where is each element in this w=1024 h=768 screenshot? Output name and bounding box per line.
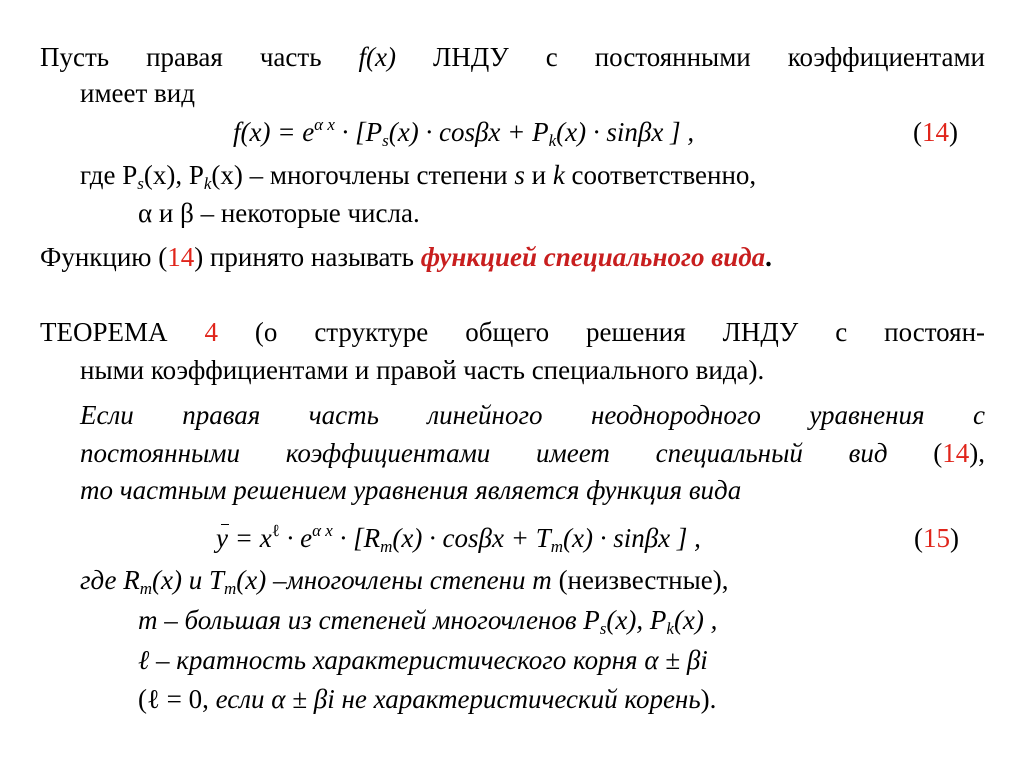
- statement-line-3: то частным решением уравнения является функция вида: [80, 475, 742, 505]
- where2-line-1: где $R_m(x)$ и $T_m(x)$ –многочлены степени m (неизвестные),: [80, 565, 729, 598]
- intro-line-2: имеет вид: [80, 78, 195, 108]
- theorem-line-2: ными коэффициентами и правой часть специального вида).: [80, 355, 765, 385]
- where-line-1: где $P_s(x)$, $P_k(x)$ – многочлены степени s и k соответственно,: [80, 160, 757, 193]
- formula-15-number: (15): [914, 523, 959, 553]
- y-bar: y: [216, 523, 228, 553]
- where2-line-4: (ℓ = 0, если α ± βi не характеристический корень).: [138, 684, 717, 714]
- statement-line-2: постоянными коэффициентами имеет специальный вид (14),: [80, 438, 985, 468]
- where2-line-3: ℓ – кратность характеристического корня α ± βi: [138, 645, 708, 675]
- special-function-term: функцией специального вида: [420, 242, 766, 272]
- formula-15: $y = x^\ell \cdot e^{\alpha x} \cdot [R_m(x) \cdot \cos\beta x + T_m(x) \cdot \sin\beta x$ ] ,: [216, 521, 701, 556]
- statement-line-1: Если правая часть линейного неоднородного уравнения с: [80, 400, 985, 430]
- where-line-2: α и β – некоторые числа.: [138, 198, 420, 228]
- where2-line-2: m – большая из степеней многочленов $P_s(x)$, $P_k(x)$ ,: [138, 605, 718, 638]
- intro-line-1: Пусть правая часть f(x) ЛНДУ с постоянными коэффициентами: [40, 42, 986, 72]
- definition-line: Функцию (14) принято называть функцией специального вида.: [40, 242, 772, 272]
- formula-14: $f(x) = e^{\alpha x} \cdot [P_s(x) \cdot \cos\beta x + P_k(x) \cdot \sin\beta x$ ] ,: [233, 115, 695, 150]
- formula-14-number: (14): [913, 117, 958, 147]
- theorem-line-1: ТЕОРЕМА 4 (о структуре общего решения ЛНДУ с постоян-: [40, 317, 986, 347]
